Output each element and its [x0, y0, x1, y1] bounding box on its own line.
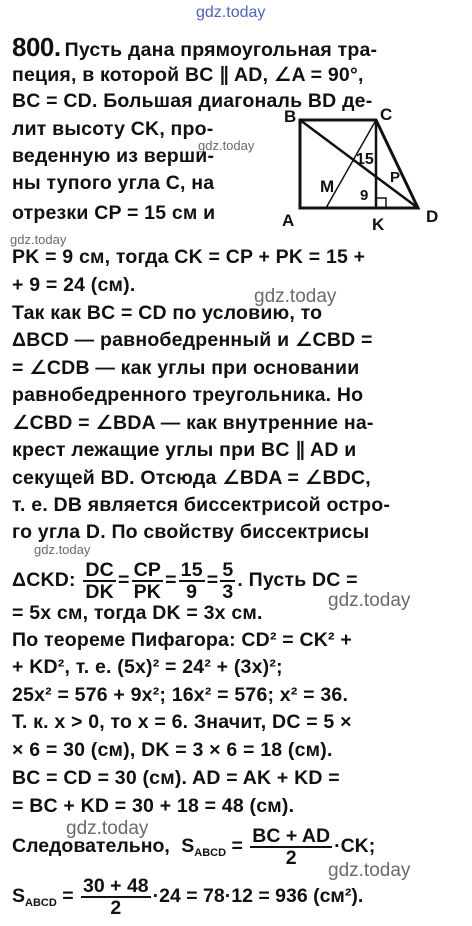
text-line-21: + KD², т. е. (5x)² = 24² + (3x)²;: [12, 656, 283, 678]
text-line-2: пеция, в которой BC ∥ AD, ∠A = 90°,: [12, 64, 364, 86]
label-segment-cp: 15: [356, 151, 374, 168]
area-result: [12, 876, 363, 918]
watermark-mid-2: gdz.today: [328, 590, 411, 611]
label-a: A: [282, 211, 295, 230]
watermark-figure: gdz.today: [198, 138, 255, 153]
area-symbol: $S_{ABCD}$: [12, 885, 57, 910]
fraction-numerator: CP: [133, 558, 162, 581]
area-result-tail: ·24 = 78·12 = 936 (см²).: [152, 885, 364, 908]
text-line-3: BC = CD. Большая диагональ BD де-: [12, 90, 373, 112]
fraction-15-9: [179, 560, 205, 602]
label-b: B: [284, 108, 297, 126]
fraction-30-48-2: [81, 876, 151, 918]
fraction-bc-ad-2: [250, 826, 332, 868]
fraction-numerator: 30 + 48: [83, 875, 149, 897]
text-line-4: лит высоту CK, про-: [12, 118, 214, 140]
text-line-11: ΔBCD — равнобедренный и ∠CBD =: [12, 329, 373, 351]
fraction-denominator: 9: [186, 580, 198, 603]
text-line-18: го угла D. По свойству биссектрисы: [12, 521, 370, 543]
text-line-14: ∠CBD = ∠BDA — как внутренние на-: [12, 412, 374, 434]
fraction-denominator: 3: [222, 580, 234, 603]
text-line-17: т. е. DB является биссектрисой остро-: [12, 494, 391, 516]
watermark-mid-1: gdz.today: [254, 286, 337, 307]
ratio-suffix: . Пусть DC =: [237, 569, 358, 591]
ratio-prefix: ΔCKD:: [12, 569, 76, 591]
text-line-13: равнобедренного треугольника. Но: [12, 384, 364, 406]
fraction-denominator: DK: [85, 580, 114, 603]
watermark-left-2: gdz.today: [34, 542, 91, 557]
label-c: C: [380, 108, 393, 124]
fraction-dc-dk: [83, 560, 116, 602]
area-tail: ·CK;: [334, 835, 376, 858]
text-line: Пусть дана прямоугольная тра-: [64, 39, 378, 61]
fraction-numerator: BC + AD: [252, 825, 331, 847]
watermark-left-1: gdz.today: [10, 232, 67, 247]
label-p: P: [390, 169, 401, 186]
fraction-denominator: 2: [110, 897, 122, 919]
area-symbol: $S_{ABCD}$: [181, 835, 227, 860]
text-line-22: 25x² = 576 + 9x²; 16x² = 576; x² = 36.: [12, 684, 349, 706]
text-line-7: отрезки CP = 15 см и: [12, 202, 216, 224]
fraction-numerator: 15: [180, 558, 203, 581]
label-m: M: [320, 177, 335, 196]
text-line-16: секущей BD. Отсюда ∠BDA = ∠BDC,: [12, 467, 371, 489]
text-line-26: = BC + KD = 30 + 18 = 48 (см).: [12, 795, 295, 817]
trapezoid-svg: [280, 108, 470, 238]
fraction-numerator: 5: [222, 558, 234, 581]
text-line-24: × 6 = 30 (см), DK = 3 × 6 = 18 (см).: [12, 739, 333, 761]
text-line-20: По теореме Пифагора: CD² = CK² +: [12, 629, 352, 651]
text-line-6: ны тупого угла C, на: [12, 172, 215, 194]
trapezoid-figure: [280, 108, 470, 238]
fraction-cp-pk: [132, 560, 164, 602]
problem-number: 800.: [12, 32, 61, 62]
text-line-12: = ∠CDB — как углы при основании: [12, 357, 360, 379]
label-segment-pk: 9: [360, 187, 369, 204]
text-line-15: крест лежащие углы при BC ∥ AD и: [12, 439, 357, 461]
fraction-denominator: 2: [285, 847, 297, 869]
watermark-top: gdz.today: [196, 4, 266, 21]
text-line-9: + 9 = 24 (см).: [12, 274, 136, 296]
area-formula: [12, 826, 375, 868]
fraction-denominator: PK: [133, 580, 162, 603]
area-prefix: Следовательно,: [12, 835, 170, 858]
fraction-5-3: [220, 560, 235, 602]
text-line-19: = 5x см, тогда DK = 3x см.: [12, 602, 263, 624]
text-line-5: веденную из верши-: [12, 145, 215, 167]
watermark-left-3: gdz.today: [66, 818, 149, 839]
area-equals: =: [62, 885, 74, 908]
text-line-25: BC = CD = 30 (см). AD = AK + KD =: [12, 767, 340, 789]
text-line-8: PK = 9 см, тогда CK = CP + PK = 15 +: [12, 246, 366, 268]
ratio-line: ΔCKD: $\frac{DC}{DK}$ = $\frac{CP}{PK}$ = $\frac{15}{9}$ = $\frac{5}{3}$ . Пусть DC =: [12, 558, 358, 603]
area-equals: =: [231, 835, 243, 858]
area-subscript: ABCD: [194, 847, 227, 860]
watermark-right-3: gdz.today: [328, 860, 411, 881]
text-line-23: Т. к. x > 0, то x = 6. Значит, DC = 5 ×: [12, 711, 352, 733]
area-subscript: ABCD: [25, 897, 57, 910]
text-line-10: Так как BC = CD по условию, то: [12, 302, 323, 324]
label-k: K: [372, 215, 385, 234]
fraction-numerator: DC: [85, 558, 114, 581]
label-d: D: [426, 207, 439, 226]
text-line-1: [12, 34, 377, 63]
